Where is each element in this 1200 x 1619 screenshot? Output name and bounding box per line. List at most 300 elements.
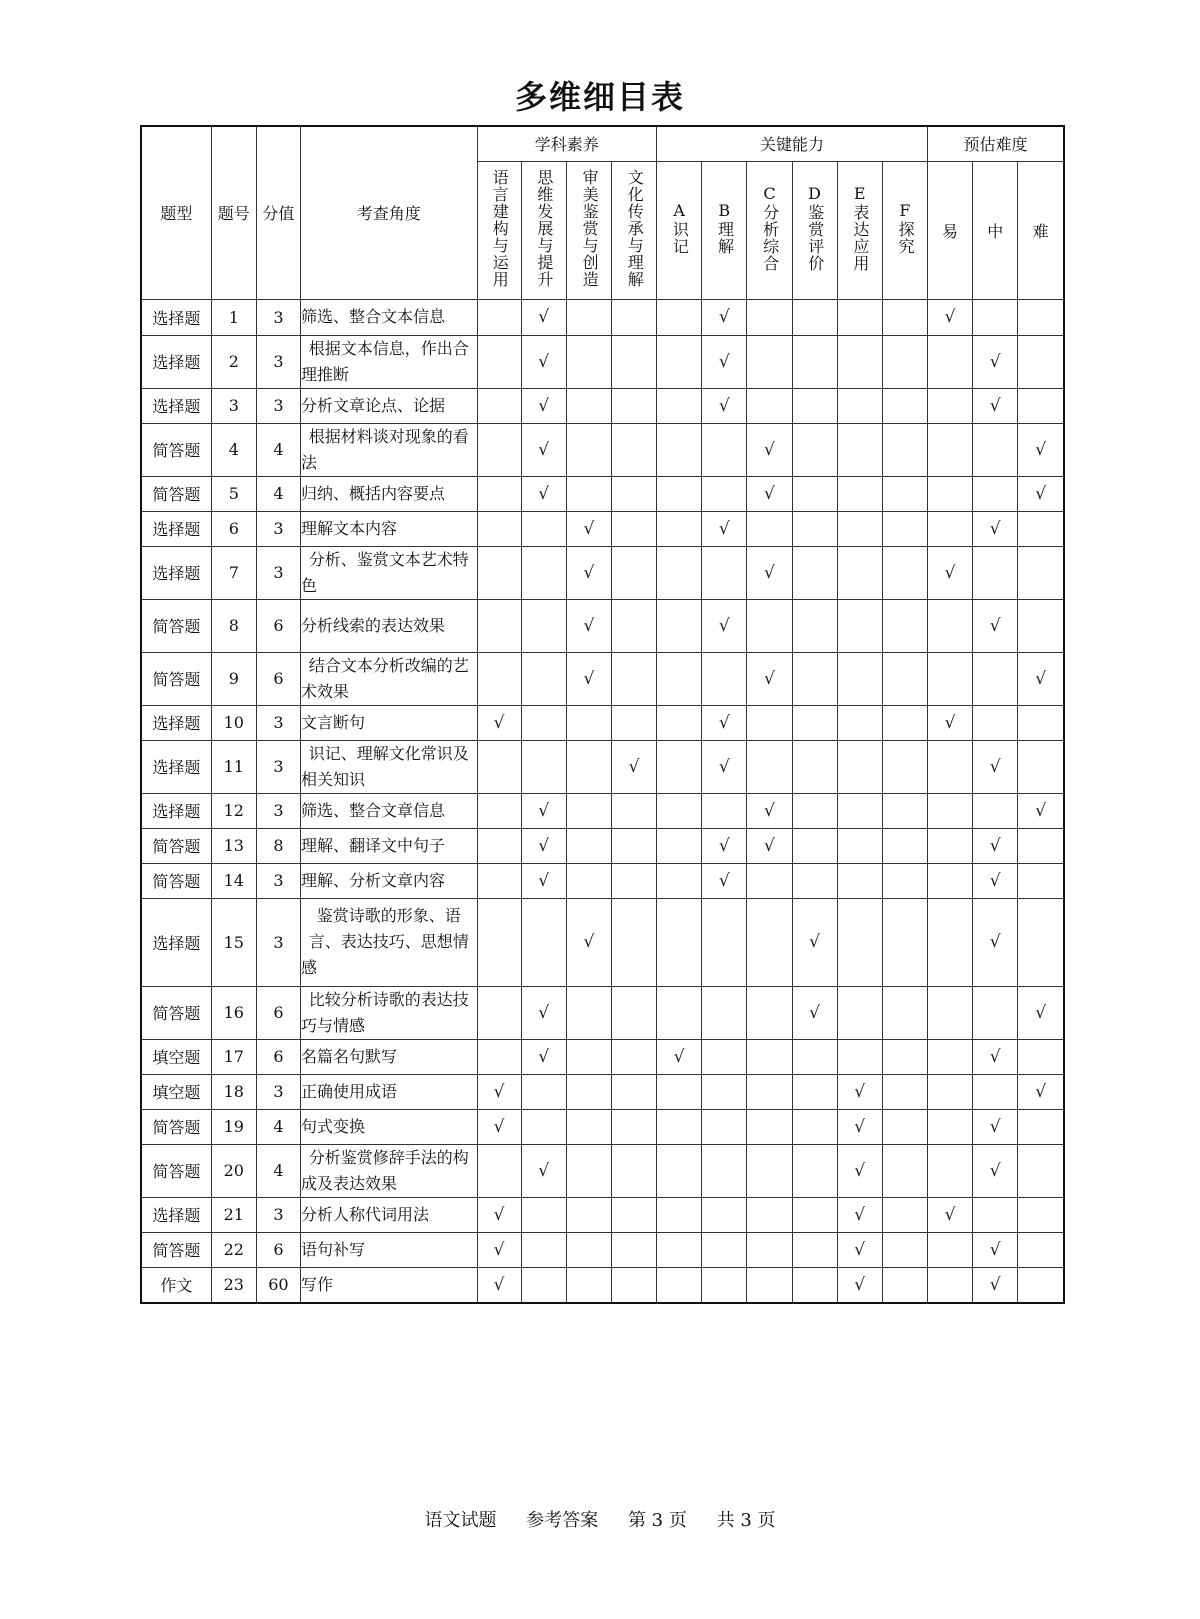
cell-type: 选择题 xyxy=(141,511,211,546)
cell-mark xyxy=(702,1144,747,1197)
check-mark: √ xyxy=(521,476,566,511)
check-mark: √ xyxy=(973,1267,1018,1303)
cell-mark xyxy=(747,335,792,388)
cell-mark xyxy=(837,599,882,652)
cell-mark xyxy=(657,1267,702,1303)
cell-number: 10 xyxy=(211,705,256,740)
cell-mark xyxy=(882,740,927,793)
cell-mark xyxy=(927,511,972,546)
cell-mark xyxy=(702,423,747,476)
check-mark: √ xyxy=(1018,476,1064,511)
cell-mark xyxy=(927,1144,972,1197)
table-row xyxy=(141,511,1064,546)
cell-mark xyxy=(611,476,656,511)
cell-mark xyxy=(882,1197,927,1232)
footer-page-number: 第 3 页 xyxy=(627,1510,687,1531)
cell-mark xyxy=(882,423,927,476)
cell-mark xyxy=(792,1144,837,1197)
cell-angle: 文言断句 xyxy=(300,705,477,740)
cell-mark xyxy=(657,740,702,793)
cell-mark xyxy=(477,986,521,1039)
cell-mark xyxy=(927,1267,972,1303)
cell-mark xyxy=(747,705,792,740)
cell-mark xyxy=(477,863,521,898)
cell-mark xyxy=(927,1039,972,1074)
check-mark: √ xyxy=(927,299,972,335)
cell-mark xyxy=(611,863,656,898)
table-row xyxy=(141,476,1064,511)
cell-number: 22 xyxy=(211,1232,256,1267)
cell-angle: 理解文本内容 xyxy=(300,511,477,546)
table-row xyxy=(141,388,1064,423)
cell-mark xyxy=(837,388,882,423)
cell-mark xyxy=(477,599,521,652)
cell-angle: 分析鉴赏修辞手法的构成及表达效果 xyxy=(300,1144,477,1197)
cell-mark xyxy=(611,898,656,986)
cell-angle: 分析、鉴赏文本艺术特色 xyxy=(300,546,477,599)
table-row xyxy=(141,1197,1064,1232)
header-ability-b: B 理解 xyxy=(702,161,747,299)
cell-mark xyxy=(566,388,611,423)
check-mark: √ xyxy=(973,898,1018,986)
table-row xyxy=(141,705,1064,740)
check-mark: √ xyxy=(702,511,747,546)
check-mark: √ xyxy=(747,828,792,863)
cell-score: 4 xyxy=(256,476,300,511)
cell-mark xyxy=(566,1197,611,1232)
cell-angle: 筛选、整合文章信息 xyxy=(300,793,477,828)
cell-mark xyxy=(792,740,837,793)
cell-type: 简答题 xyxy=(141,828,211,863)
cell-number: 7 xyxy=(211,546,256,599)
check-mark: √ xyxy=(927,546,972,599)
cell-mark xyxy=(1018,1109,1064,1144)
cell-score: 3 xyxy=(256,740,300,793)
cell-angle: 理解、分析文章内容 xyxy=(300,863,477,898)
cell-mark xyxy=(792,1197,837,1232)
check-mark: √ xyxy=(973,828,1018,863)
cell-angle: 名篇名句默写 xyxy=(300,1039,477,1074)
check-mark: √ xyxy=(702,299,747,335)
cell-mark xyxy=(927,740,972,793)
cell-number: 19 xyxy=(211,1109,256,1144)
cell-angle: 句式变换 xyxy=(300,1109,477,1144)
footer-page-total: 共 3 页 xyxy=(716,1510,776,1531)
cell-mark xyxy=(792,1039,837,1074)
cell-mark xyxy=(747,1144,792,1197)
header-difficulty-easy: 易 xyxy=(927,161,972,299)
cell-mark xyxy=(927,599,972,652)
cell-mark xyxy=(521,1109,566,1144)
check-mark: √ xyxy=(1018,793,1064,828)
cell-mark xyxy=(882,299,927,335)
table-row xyxy=(141,1074,1064,1109)
cell-type: 作文 xyxy=(141,1267,211,1303)
cell-angle: 根据材料谈对现象的看法 xyxy=(300,423,477,476)
cell-type: 简答题 xyxy=(141,476,211,511)
cell-number: 9 xyxy=(211,652,256,705)
table-row xyxy=(141,1267,1064,1303)
cell-mark xyxy=(611,1232,656,1267)
table-row xyxy=(141,423,1064,476)
cell-mark xyxy=(792,863,837,898)
cell-mark xyxy=(521,1197,566,1232)
cell-number: 1 xyxy=(211,299,256,335)
check-mark: √ xyxy=(792,898,837,986)
cell-mark xyxy=(837,793,882,828)
cell-mark xyxy=(657,1074,702,1109)
cell-type: 简答题 xyxy=(141,652,211,705)
cell-mark xyxy=(927,986,972,1039)
cell-mark xyxy=(657,388,702,423)
check-mark: √ xyxy=(973,1039,1018,1074)
check-mark: √ xyxy=(747,423,792,476)
check-mark: √ xyxy=(477,705,521,740)
cell-mark xyxy=(702,1109,747,1144)
cell-mark xyxy=(521,740,566,793)
cell-score: 3 xyxy=(256,388,300,423)
cell-mark xyxy=(611,1267,656,1303)
cell-type: 填空题 xyxy=(141,1039,211,1074)
cell-mark xyxy=(566,740,611,793)
check-mark: √ xyxy=(837,1197,882,1232)
cell-type: 简答题 xyxy=(141,863,211,898)
header-ability-a: A 识记 xyxy=(657,161,702,299)
cell-mark xyxy=(657,863,702,898)
cell-mark xyxy=(882,863,927,898)
header-number: 题号 xyxy=(211,126,256,299)
cell-mark xyxy=(657,511,702,546)
cell-mark xyxy=(611,1144,656,1197)
cell-type: 选择题 xyxy=(141,740,211,793)
check-mark: √ xyxy=(521,423,566,476)
cell-mark xyxy=(837,511,882,546)
cell-mark xyxy=(927,1074,972,1109)
check-mark: √ xyxy=(792,986,837,1039)
cell-mark xyxy=(973,986,1018,1039)
cell-mark xyxy=(611,599,656,652)
header-group-difficulty: 预估难度 xyxy=(927,126,1064,161)
cell-mark xyxy=(1018,1197,1064,1232)
cell-mark xyxy=(611,1074,656,1109)
cell-type: 选择题 xyxy=(141,793,211,828)
cell-mark xyxy=(973,546,1018,599)
cell-mark xyxy=(792,546,837,599)
cell-mark xyxy=(1018,599,1064,652)
cell-type: 选择题 xyxy=(141,1197,211,1232)
cell-angle: 比较分析诗歌的表达技巧与情感 xyxy=(300,986,477,1039)
cell-number: 8 xyxy=(211,599,256,652)
cell-score: 6 xyxy=(256,1039,300,1074)
check-mark: √ xyxy=(747,652,792,705)
cell-mark xyxy=(477,511,521,546)
cell-mark xyxy=(973,423,1018,476)
cell-number: 15 xyxy=(211,898,256,986)
cell-mark xyxy=(477,1039,521,1074)
cell-mark xyxy=(1018,705,1064,740)
cell-type: 选择题 xyxy=(141,335,211,388)
cell-mark xyxy=(702,898,747,986)
cell-number: 23 xyxy=(211,1267,256,1303)
cell-mark xyxy=(566,1267,611,1303)
cell-mark xyxy=(747,1074,792,1109)
check-mark: √ xyxy=(477,1232,521,1267)
cell-mark xyxy=(792,1109,837,1144)
cell-number: 14 xyxy=(211,863,256,898)
cell-mark xyxy=(882,1109,927,1144)
cell-mark xyxy=(611,299,656,335)
cell-angle: 鉴赏诗歌的形象、语言、表达技巧、思想情感 xyxy=(300,898,477,986)
cell-mark xyxy=(521,898,566,986)
cell-mark xyxy=(566,1039,611,1074)
cell-mark xyxy=(702,476,747,511)
cell-mark xyxy=(566,1232,611,1267)
cell-mark xyxy=(973,652,1018,705)
check-mark: √ xyxy=(521,1144,566,1197)
cell-number: 12 xyxy=(211,793,256,828)
cell-mark xyxy=(566,1074,611,1109)
cell-mark xyxy=(792,1232,837,1267)
cell-mark xyxy=(747,388,792,423)
cell-mark xyxy=(747,863,792,898)
footer-subject: 语文试题 xyxy=(424,1510,497,1531)
cell-mark xyxy=(702,1074,747,1109)
cell-mark xyxy=(566,335,611,388)
header-difficulty-medium: 中 xyxy=(973,161,1018,299)
cell-mark xyxy=(747,986,792,1039)
header-literacy-3: 审美鉴赏与创造 xyxy=(566,161,611,299)
cell-mark xyxy=(611,705,656,740)
cell-mark xyxy=(521,652,566,705)
check-mark: √ xyxy=(927,705,972,740)
cell-mark xyxy=(1018,1039,1064,1074)
check-mark: √ xyxy=(521,793,566,828)
cell-mark xyxy=(657,986,702,1039)
check-mark: √ xyxy=(702,388,747,423)
check-mark: √ xyxy=(927,1197,972,1232)
cell-score: 3 xyxy=(256,299,300,335)
cell-mark xyxy=(837,828,882,863)
cell-mark xyxy=(927,1109,972,1144)
check-mark: √ xyxy=(837,1232,882,1267)
cell-mark xyxy=(657,299,702,335)
table-body xyxy=(141,299,1064,1303)
cell-mark xyxy=(792,652,837,705)
cell-mark xyxy=(927,793,972,828)
check-mark: √ xyxy=(973,511,1018,546)
check-mark: √ xyxy=(1018,652,1064,705)
cell-type: 简答题 xyxy=(141,1109,211,1144)
check-mark: √ xyxy=(477,1197,521,1232)
table-row xyxy=(141,599,1064,652)
cell-angle: 归纳、概括内容要点 xyxy=(300,476,477,511)
cell-mark xyxy=(566,705,611,740)
check-mark: √ xyxy=(747,476,792,511)
cell-mark xyxy=(1018,299,1064,335)
check-mark: √ xyxy=(477,1109,521,1144)
cell-mark xyxy=(657,652,702,705)
cell-mark xyxy=(477,546,521,599)
check-mark: √ xyxy=(521,335,566,388)
cell-mark xyxy=(792,299,837,335)
cell-mark xyxy=(837,705,882,740)
cell-score: 3 xyxy=(256,705,300,740)
cell-mark xyxy=(477,423,521,476)
table-row xyxy=(141,740,1064,793)
cell-mark xyxy=(521,1267,566,1303)
cell-angle: 分析人称代词用法 xyxy=(300,1197,477,1232)
cell-mark xyxy=(611,1197,656,1232)
check-mark: √ xyxy=(747,793,792,828)
check-mark: √ xyxy=(1018,423,1064,476)
header-literacy-1: 语言建构与运用 xyxy=(477,161,521,299)
cell-mark xyxy=(1018,1144,1064,1197)
cell-mark xyxy=(973,793,1018,828)
cell-number: 18 xyxy=(211,1074,256,1109)
cell-mark xyxy=(521,1074,566,1109)
cell-mark xyxy=(702,546,747,599)
cell-mark xyxy=(882,793,927,828)
cell-score: 6 xyxy=(256,652,300,705)
header-ability-e: E 表达应用 xyxy=(837,161,882,299)
check-mark: √ xyxy=(973,740,1018,793)
table-row xyxy=(141,1039,1064,1074)
cell-mark xyxy=(477,476,521,511)
cell-type: 选择题 xyxy=(141,299,211,335)
cell-mark xyxy=(882,1039,927,1074)
cell-angle: 识记、理解文化常识及相关知识 xyxy=(300,740,477,793)
cell-mark xyxy=(566,828,611,863)
footer-doc-type: 参考答案 xyxy=(526,1510,599,1531)
check-mark: √ xyxy=(973,863,1018,898)
cell-score: 3 xyxy=(256,898,300,986)
check-mark: √ xyxy=(1018,1074,1064,1109)
cell-number: 4 xyxy=(211,423,256,476)
cell-mark xyxy=(477,388,521,423)
cell-type: 选择题 xyxy=(141,546,211,599)
header-literacy-4: 文化传承与理解 xyxy=(611,161,656,299)
check-mark: √ xyxy=(837,1074,882,1109)
table-row xyxy=(141,898,1064,986)
cell-mark xyxy=(657,335,702,388)
check-mark: √ xyxy=(566,599,611,652)
cell-mark xyxy=(702,652,747,705)
cell-mark xyxy=(837,299,882,335)
check-mark: √ xyxy=(477,1267,521,1303)
check-mark: √ xyxy=(837,1267,882,1303)
check-mark: √ xyxy=(521,828,566,863)
cell-angle: 根据文本信息，作出合理推断 xyxy=(300,335,477,388)
cell-type: 简答题 xyxy=(141,1144,211,1197)
cell-mark xyxy=(657,423,702,476)
table-row xyxy=(141,299,1064,335)
cell-angle: 写作 xyxy=(300,1267,477,1303)
cell-mark xyxy=(792,1074,837,1109)
specification-table xyxy=(140,125,1065,1304)
cell-mark xyxy=(747,1197,792,1232)
cell-mark xyxy=(837,652,882,705)
check-mark: √ xyxy=(657,1039,702,1074)
cell-mark xyxy=(927,828,972,863)
cell-score: 4 xyxy=(256,1144,300,1197)
cell-score: 4 xyxy=(256,1109,300,1144)
cell-mark xyxy=(882,476,927,511)
cell-mark xyxy=(882,1144,927,1197)
check-mark: √ xyxy=(521,1039,566,1074)
cell-mark xyxy=(882,705,927,740)
cell-mark xyxy=(611,335,656,388)
cell-mark xyxy=(566,793,611,828)
cell-mark xyxy=(477,335,521,388)
cell-angle: 分析线索的表达效果 xyxy=(300,599,477,652)
cell-mark xyxy=(792,335,837,388)
cell-mark xyxy=(837,863,882,898)
cell-mark xyxy=(477,299,521,335)
cell-mark xyxy=(927,335,972,388)
cell-mark xyxy=(657,1144,702,1197)
table-row xyxy=(141,863,1064,898)
table-row xyxy=(141,652,1064,705)
cell-mark xyxy=(882,546,927,599)
cell-type: 简答题 xyxy=(141,986,211,1039)
cell-mark xyxy=(882,898,927,986)
cell-mark xyxy=(702,1197,747,1232)
cell-score: 3 xyxy=(256,863,300,898)
table-row xyxy=(141,1232,1064,1267)
check-mark: √ xyxy=(566,898,611,986)
cell-mark xyxy=(702,1039,747,1074)
cell-score: 4 xyxy=(256,423,300,476)
cell-score: 3 xyxy=(256,335,300,388)
header-type: 题型 xyxy=(141,126,211,299)
cell-number: 6 xyxy=(211,511,256,546)
check-mark: √ xyxy=(702,740,747,793)
check-mark: √ xyxy=(566,652,611,705)
cell-mark xyxy=(611,1109,656,1144)
check-mark: √ xyxy=(747,546,792,599)
header-ability-f: F 探究 xyxy=(882,161,927,299)
check-mark: √ xyxy=(702,863,747,898)
cell-mark xyxy=(747,1109,792,1144)
cell-mark xyxy=(792,705,837,740)
cell-mark xyxy=(566,1144,611,1197)
cell-mark xyxy=(792,828,837,863)
cell-number: 11 xyxy=(211,740,256,793)
cell-mark xyxy=(477,793,521,828)
cell-mark xyxy=(657,1197,702,1232)
cell-mark xyxy=(747,299,792,335)
header-group-literacy: 学科素养 xyxy=(477,126,657,161)
cell-mark xyxy=(702,986,747,1039)
cell-type: 简答题 xyxy=(141,1232,211,1267)
cell-mark xyxy=(973,705,1018,740)
cell-mark xyxy=(927,863,972,898)
cell-mark xyxy=(792,476,837,511)
cell-mark xyxy=(882,1074,927,1109)
cell-type: 选择题 xyxy=(141,705,211,740)
cell-mark xyxy=(882,986,927,1039)
check-mark: √ xyxy=(521,388,566,423)
cell-mark xyxy=(611,1039,656,1074)
cell-mark xyxy=(837,1039,882,1074)
table-row xyxy=(141,828,1064,863)
cell-mark xyxy=(927,652,972,705)
header-ability-d: D 鉴赏评价 xyxy=(792,161,837,299)
cell-mark xyxy=(792,423,837,476)
cell-mark xyxy=(521,705,566,740)
cell-mark xyxy=(611,511,656,546)
cell-type: 选择题 xyxy=(141,898,211,986)
